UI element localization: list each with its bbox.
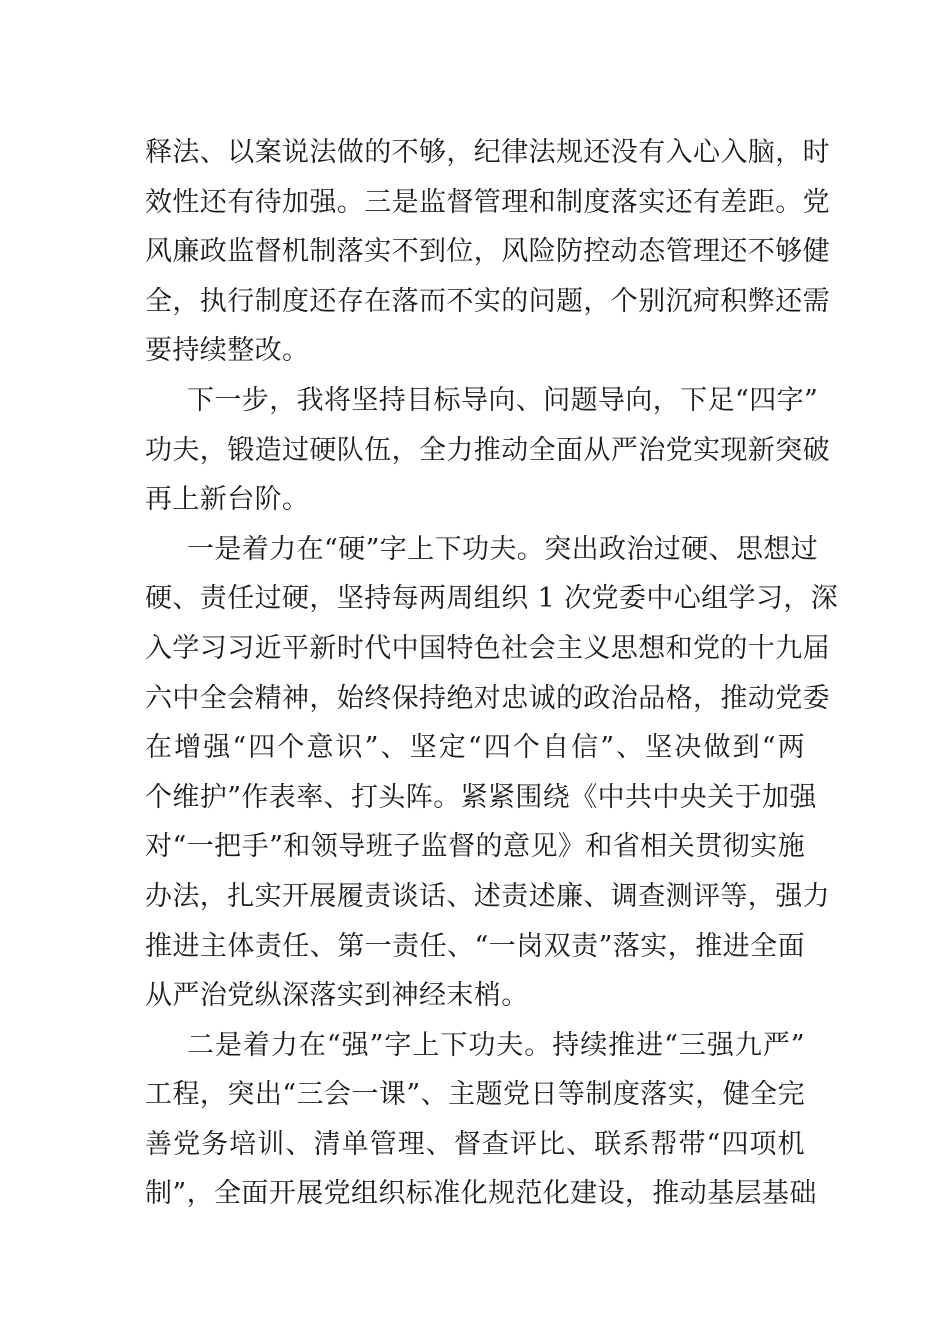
text-line: 释法、以案说法做的不够，纪律法规还没有入心入脑，时 [145, 137, 830, 168]
text-line: 在增强“四个意识”、坚定“四个自信”、坚决做到“两 [145, 732, 805, 764]
text-line: 再上新台阶。 [145, 484, 310, 516]
text-line: 风廉政监督机制落实不到位，风险防控动态管理还不够健 [145, 236, 830, 268]
text-line: 要持续整改。 [145, 335, 310, 367]
text-line: 二是着力在“强”字上下功夫。持续推进“三强九严” [187, 1029, 805, 1061]
document-body [145, 128, 839, 1219]
text-line: 个维护”作表率、打头阵。紧紧围绕《中共中央关于加强 [145, 781, 817, 813]
text-line: 效性还有待加强。三是监督管理和制度落实还有差距。党 [145, 186, 830, 218]
text-line: 从严治党纵深落实到神经末梢。 [145, 980, 529, 1012]
text-line: 入学习习近平新时代中国特色社会主义思想和党的十九届 [145, 632, 830, 664]
text-line: 下一步，我将坚持目标导向、问题导向，下足“四字” [187, 384, 819, 416]
text-line: 硬、责任过硬，坚持每两周组织 1 次党委中心组学习，深 [145, 583, 839, 615]
text-line: 对“一把手”和领导班子监督的意见》和省相关贯彻实施 [145, 831, 805, 863]
text-line: 六中全会精神，始终保持绝对忠诚的政治品格，推动党委 [145, 682, 830, 714]
text-line: 工程，突出“三会一课”、主题党日等制度落实，健全完 [145, 1079, 805, 1111]
text-line: 办法，扎实开展履责谈话、述责述廉、调查测评等，强力 [145, 880, 830, 912]
text-line: 功夫，锻造过硬队伍，全力推动全面从严治党实现新突破 [145, 434, 830, 466]
text-line: 一是着力在“硬”字上下功夫。突出政治过硬、思想过 [187, 533, 819, 565]
text-line: 善党务培训、清单管理、督查评比、联系帮带“四项机 [145, 1128, 805, 1160]
text-line: 制”，全面开展党组织标准化规范化建设，推动基层基础 [145, 1178, 817, 1210]
text-line: 全，执行制度还存在落而不实的问题，个别沉疴积弊还需 [145, 285, 830, 317]
text-line: 推进主体责任、第一责任、“一岗双责”落实，推进全面 [145, 930, 805, 962]
